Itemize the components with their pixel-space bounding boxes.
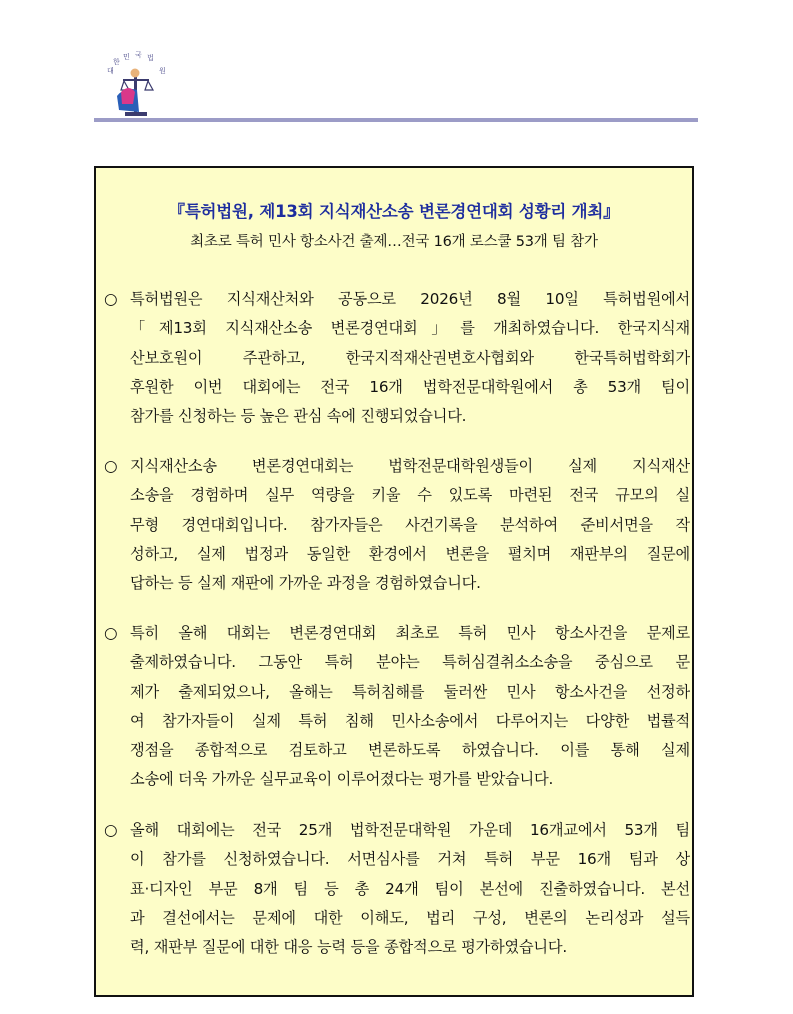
bullet-circle: ○ bbox=[104, 821, 118, 839]
paragraph-line: 소송을 경험하며 실무 역량을 키울 수 있도록 마련된 전국 규모의 실 bbox=[130, 486, 690, 505]
paragraph-line: 소송에 더욱 가까운 실무교육이 이루어졌다는 평가를 받았습니다. bbox=[130, 770, 554, 789]
paragraph-line: 「제13회 지식재산소송 변론경연대회」를 개최하였습니다. 한국지식재 bbox=[130, 319, 690, 338]
press-release-box bbox=[94, 166, 694, 997]
paragraph-line: 특허법원은 지식재산처와 공동으로 2026년 8월 10일 특허법원에서 bbox=[130, 290, 690, 308]
paragraph-2 bbox=[104, 452, 690, 598]
paragraph-line: 특히 올해 대회는 변론경연대회 최초로 특허 민사 항소사건을 문제로 bbox=[130, 624, 690, 642]
paragraph-line: 출제하였습니다. 그동안 특허 분야는 특허심결취소소송을 중심으로 문 bbox=[130, 653, 690, 672]
bullet-circle: ○ bbox=[104, 290, 118, 308]
paragraph-line: 지식재산소송 변론경연대회는 법학전문대학원생들이 실제 지식재산 bbox=[130, 457, 690, 475]
paragraph-line: 산보호원이 주관하고, 한국지적재산권변호사협회와 한국특허법학회가 bbox=[130, 348, 690, 367]
paragraph-line: 무형 경연대회입니다. 참가자들은 사건기록을 분석하여 준비서면을 작 bbox=[130, 515, 690, 534]
paragraph-line: 답하는 등 실제 재판에 가까운 과정을 경험하였습니다. bbox=[130, 574, 481, 593]
paragraph-line: 과 결선에서는 문제에 대한 이해도, 법리 구성, 변론의 논리성과 설득 bbox=[130, 908, 690, 927]
paragraph-line: 력, 재판부 질문에 대한 대응 능력 등을 종합적으로 평가하였습니다. bbox=[130, 938, 567, 957]
header-rule bbox=[94, 118, 698, 122]
bullet-circle: ○ bbox=[104, 457, 118, 475]
paragraph-3 bbox=[104, 619, 690, 795]
paragraph-line: 표·디자인 부문 8개 팀 등 총 24개 팀이 본선에 진출하였습니다. 본선 bbox=[130, 879, 690, 898]
paragraph-1 bbox=[104, 285, 690, 431]
paragraph-line: 참가를 신청하는 등 높은 관심 속에 진행되었습니다. bbox=[130, 407, 467, 426]
paragraph-line: 이 참가를 신청하였습니다. 서면심사를 거쳐 특허 부문 16개 팀과 상 bbox=[130, 850, 690, 869]
paragraph-line: 제가 출제되었으나, 올해는 특허침해를 둘러싼 민사 항소사건을 선정하 bbox=[130, 682, 690, 701]
logo-text: 대 한 민 국 법 원 bbox=[107, 51, 166, 75]
paragraph-line: 쟁점을 종합적으로 검토하고 변론하도록 하였습니다. 이를 통해 실제 bbox=[130, 741, 690, 760]
paragraph-line: 후원한 이번 대회에는 전국 16개 법학전문대학원에서 총 53개 팀이 bbox=[130, 377, 690, 396]
press-title: 『특허법원, 제13회 지식재산소송 변론경연대회 성황리 개최』 bbox=[168, 202, 620, 221]
paragraph-4 bbox=[104, 816, 690, 962]
court-logo bbox=[103, 46, 173, 120]
press-subtitle: 최초로 특허 민사 항소사건 출제…전국 16개 로스쿨 53개 팀 참가 bbox=[190, 234, 598, 250]
bullet-circle: ○ bbox=[104, 624, 118, 642]
paragraph-line: 여 참가자들이 실제 특허 침해 민사소송에서 다루어지는 다양한 법률적 bbox=[130, 711, 690, 730]
paragraph-line: 올해 대회에는 전국 25개 법학전문대학원 가운데 16개교에서 53개 팀 bbox=[130, 821, 690, 839]
paragraph-line: 성하고, 실제 법정과 동일한 환경에서 변론을 펼치며 재판부의 질문에 bbox=[130, 544, 690, 563]
